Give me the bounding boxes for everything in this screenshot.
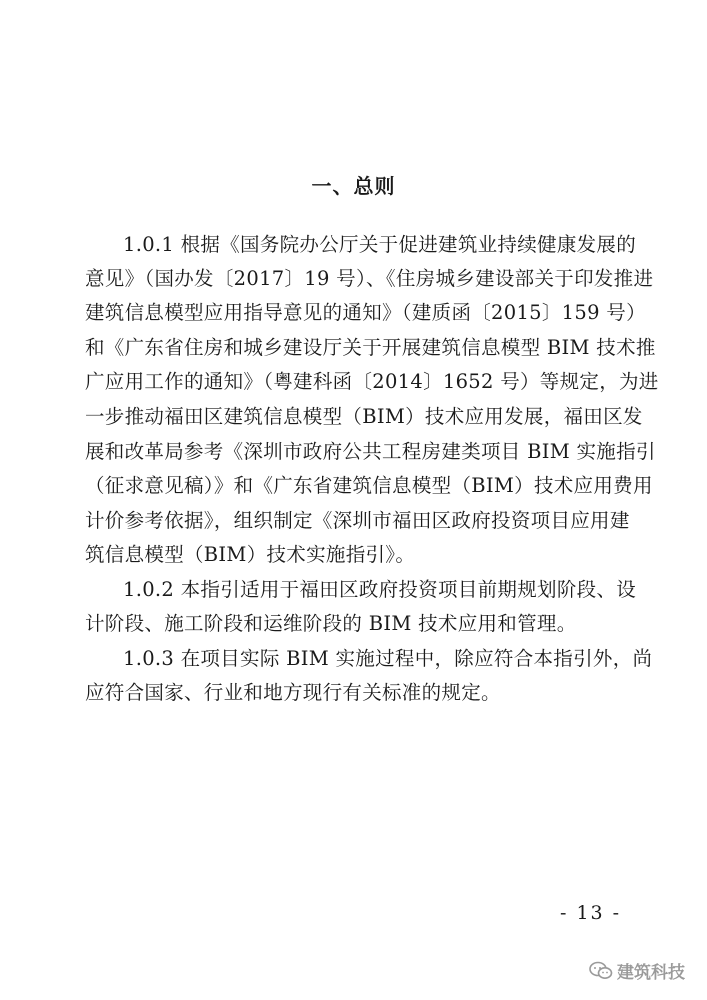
paragraph-1-line-3: 建筑信息模型应用指导意见的通知》（建质函〔2015〕159 号） [85, 301, 646, 324]
paragraph-1-line-4: 和《广东省住房和城乡建设厅关于开展建筑信息模型 BIM 技术推 [85, 336, 656, 359]
paragraph-1-line-1: 1.0.1 根据《国务院办公厅关于促进建筑业持续健康发展的 [123, 233, 637, 256]
paragraph-1-line-7: 展和改革局参考《深圳市政府公共工程房建类项目 BIM 实施指引 [85, 440, 656, 463]
watermark-text: 建筑科技 [617, 963, 685, 983]
paragraph-1-line-8: （征求意见稿）》和《广东省建筑信息模型（BIM）技术应用费用 [85, 474, 653, 497]
paragraph-1-line-6: 一步推动福田区建筑信息模型（BIM）技术应用发展，福田区发 [85, 405, 643, 428]
paragraph-2-line-1: 1.0.2 本指引适用于福田区政府投资项目前期规划阶段、设 [123, 578, 637, 601]
paragraph-1-line-10: 筑信息模型（BIM）技术实施指引》。 [85, 543, 416, 566]
paragraph-1-line-2: 意见》（国办发〔2017〕19 号）、《住房城乡建设部关于印发推进 [85, 267, 654, 290]
watermark [589, 958, 685, 983]
paragraph-2-line-2: 计阶段、施工阶段和运维阶段的 BIM 技术应用和管理。 [85, 612, 577, 635]
wechat-icon [589, 961, 613, 981]
paragraph-1-line-9: 计价参考依据》，组织制定《深圳市福田区政府投资项目应用建 [85, 509, 630, 532]
paragraph-3-line-2: 应符合国家、行业和地方现行有关标准的规定。 [85, 681, 501, 704]
paragraph-3-line-1: 1.0.3 在项目实际 BIM 实施过程中，除应符合本指引外，尚 [123, 647, 653, 670]
page-number: - 13 - [560, 902, 622, 924]
paragraph-1-line-5: 广应用工作的通知》（粤建科函〔2014〕1652 号）等规定，为进 [85, 370, 659, 393]
section-title: 一、总则 [311, 174, 396, 198]
